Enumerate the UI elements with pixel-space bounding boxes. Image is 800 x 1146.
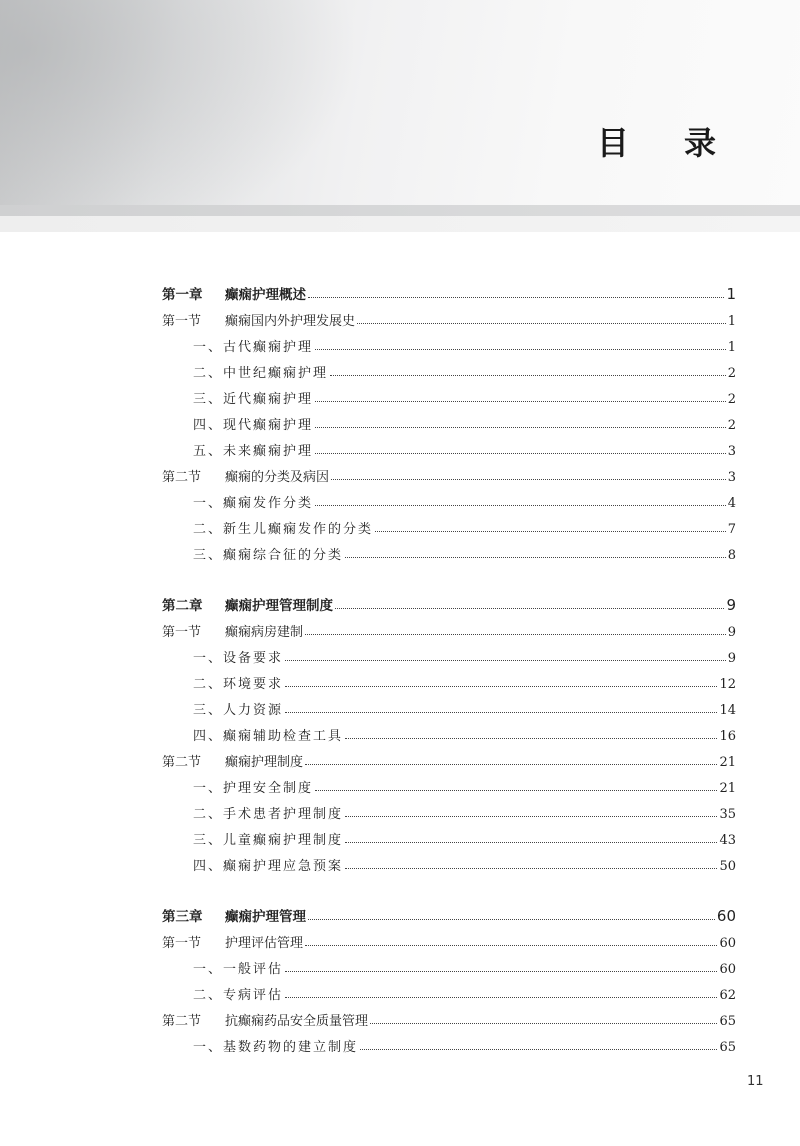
toc-entry-page: 60 (719, 962, 736, 977)
toc-entry-title: 一、癫痫发作分类 (193, 496, 314, 511)
toc-entry-sub (193, 1033, 736, 1055)
toc-entry-sub (193, 541, 736, 563)
toc-entry-page: 1 (727, 314, 736, 329)
dot-leader (335, 608, 724, 609)
dot-leader (315, 505, 726, 506)
toc-entry-title: 三、人力资源 (193, 703, 284, 718)
toc-entry-title: 二、环境要求 (193, 677, 284, 692)
toc-entry-page: 9 (727, 625, 736, 640)
toc-entry-sub (193, 826, 736, 848)
dot-leader (308, 919, 715, 920)
toc-entry-page: 3 (727, 444, 736, 459)
toc-entry-title: 癫痫护理概述 (225, 287, 306, 303)
toc-entry-title: 二、中世纪癫痫护理 (193, 366, 329, 381)
toc-entry-page: 1 (727, 340, 736, 355)
dot-leader (345, 557, 726, 558)
toc-entry-section (162, 463, 736, 485)
banner-stripe-light (0, 216, 800, 232)
dot-leader (315, 790, 717, 791)
toc-entry-number: 第二节 (162, 1014, 202, 1029)
toc-entry-title: 抗癫痫药品安全质量管理 (225, 1014, 369, 1029)
toc-entry-title: 五、未来癫痫护理 (193, 444, 314, 459)
toc-entry-title: 癫痫病房建制 (225, 625, 304, 640)
toc-entry-title: 四、现代癫痫护理 (193, 418, 314, 433)
toc-entry-title: 四、癫痫护理应急预案 (193, 859, 344, 874)
toc-entry-title: 二、新生儿癫痫发作的分类 (193, 522, 374, 537)
dot-leader (285, 997, 717, 998)
toc-entry-sub (193, 644, 736, 666)
toc-entry-number: 第一节 (162, 625, 202, 640)
toc-entry-section (162, 748, 736, 770)
toc-entry-sub (193, 852, 736, 874)
dot-leader (345, 738, 717, 739)
toc-entry-sub (193, 359, 736, 381)
toc-entry-page: 9 (727, 651, 736, 666)
toc-entry-title: 癫痫国内外护理发展史 (225, 314, 356, 329)
toc-entry-sub (193, 955, 736, 977)
toc-entry-title: 癫痫护理制度 (225, 755, 304, 770)
toc-entry-title: 一、古代癫痫护理 (193, 340, 314, 355)
dot-leader (345, 868, 717, 869)
dot-leader (315, 453, 726, 454)
toc-entry-number: 第二节 (162, 755, 202, 770)
dot-leader (357, 323, 726, 324)
dot-leader (285, 971, 717, 972)
toc-entry-chapter (162, 281, 736, 303)
toc-entry-sub (193, 800, 736, 822)
toc-entry-sub (193, 515, 736, 537)
toc-entry-number: 第二节 (162, 470, 202, 485)
toc-entry-page: 60 (719, 936, 736, 951)
toc-entry-page: 2 (727, 418, 736, 433)
dot-leader (305, 634, 726, 635)
toc-entry-sub (193, 670, 736, 692)
toc-entry-section (162, 618, 736, 640)
toc-entry-page: 65 (719, 1014, 736, 1029)
toc-entry-title: 二、手术患者护理制度 (193, 807, 344, 822)
toc-entry-sub (193, 437, 736, 459)
dot-leader (305, 945, 717, 946)
toc-entry-sub (193, 411, 736, 433)
toc-entry-page: 2 (727, 366, 736, 381)
page-title: 目 录 (596, 124, 738, 162)
toc-entry-number: 第一节 (162, 314, 202, 329)
page-number: 11 (747, 1074, 764, 1089)
toc-entry-number: 第二章 (162, 598, 203, 614)
toc-entry-title: 一、护理安全制度 (193, 781, 314, 796)
toc-entry-page: 9 (726, 596, 736, 614)
toc-entry-sub (193, 981, 736, 1003)
toc-entry-page: 50 (719, 859, 736, 874)
toc-entry-page: 1 (726, 285, 736, 303)
toc-entry-section (162, 307, 736, 329)
dot-leader (315, 349, 726, 350)
toc-entry-page: 62 (719, 988, 736, 1003)
toc-entry-title: 三、近代癫痫护理 (193, 392, 314, 407)
toc-entry-title: 癫痫护理管理制度 (225, 598, 333, 614)
dot-leader (315, 427, 726, 428)
toc-entry-title: 一、基数药物的建立制度 (193, 1040, 359, 1055)
dot-leader (285, 660, 726, 661)
toc-entry-title: 护理评估管理 (225, 936, 304, 951)
toc-entry-sub (193, 774, 736, 796)
banner-shading (0, 0, 360, 232)
toc-entry-page: 35 (719, 807, 736, 822)
toc-entry-title: 二、专病评估 (193, 988, 284, 1003)
dot-leader (305, 764, 717, 765)
toc-entry-page: 3 (727, 470, 736, 485)
dot-leader (285, 686, 717, 687)
toc-entry-number: 第一节 (162, 936, 202, 951)
dot-leader (285, 712, 717, 713)
toc-entry-title: 三、癫痫综合征的分类 (193, 548, 344, 563)
dot-leader (345, 816, 717, 817)
toc-entry-page: 8 (727, 548, 736, 563)
dot-leader (370, 1023, 717, 1024)
toc-entry-page: 14 (719, 703, 736, 718)
toc-entry-page: 12 (719, 677, 736, 692)
toc-entry-page: 21 (719, 781, 736, 796)
toc-entry-title: 四、癫痫辅助检查工具 (193, 729, 344, 744)
header-banner (0, 0, 800, 232)
toc-entry-page: 43 (719, 833, 736, 848)
dot-leader (308, 297, 724, 298)
toc-entry-sub (193, 385, 736, 407)
toc-entry-page: 2 (727, 392, 736, 407)
toc-entry-page: 16 (719, 729, 736, 744)
toc-entry-page: 7 (727, 522, 736, 537)
toc-entry-page: 4 (727, 496, 736, 511)
banner-stripe-dark (0, 205, 800, 216)
toc-entry-sub (193, 489, 736, 511)
toc-entry-section (162, 1007, 736, 1029)
toc-entry-number: 第一章 (162, 287, 203, 303)
dot-leader (315, 401, 726, 402)
toc-entry-section (162, 929, 736, 951)
dot-leader (331, 479, 726, 480)
toc-entry-title: 一、一般评估 (193, 962, 284, 977)
dot-leader (375, 531, 726, 532)
toc-entry-chapter (162, 592, 736, 614)
toc-entry-title: 癫痫的分类及病因 (225, 470, 330, 485)
toc-entry-title: 一、设备要求 (193, 651, 284, 666)
toc-entry-page: 21 (719, 755, 736, 770)
toc-entry-page: 65 (719, 1040, 736, 1055)
dot-leader (345, 842, 717, 843)
toc-entry-number: 第三章 (162, 909, 203, 925)
toc-entry-title: 三、儿童癫痫护理制度 (193, 833, 344, 848)
toc-entry-title: 癫痫护理管理 (225, 909, 306, 925)
toc-entry-chapter (162, 903, 736, 925)
toc-entry-sub (193, 333, 736, 355)
toc-entry-page: 60 (716, 907, 736, 925)
toc-entry-sub (193, 722, 736, 744)
dot-leader (330, 375, 726, 376)
toc-entry-sub (193, 696, 736, 718)
dot-leader (360, 1049, 717, 1050)
